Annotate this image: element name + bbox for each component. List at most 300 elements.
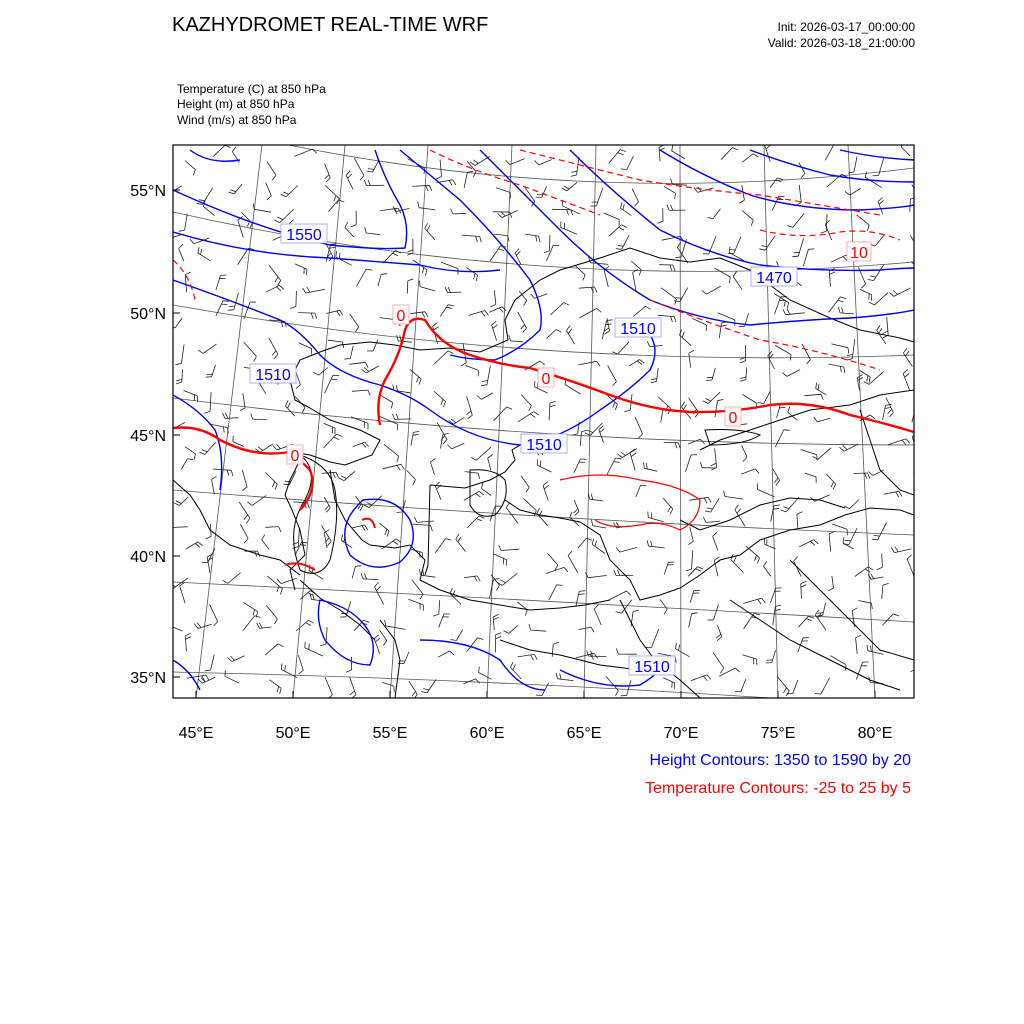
wind-barb-feather — [198, 679, 202, 683]
wind-barb-staff — [537, 465, 551, 472]
wind-barb-feather — [229, 306, 235, 307]
wind-barb-feather — [367, 171, 373, 172]
wind-barb-feather — [526, 488, 529, 493]
wind-barb-staff — [185, 447, 196, 454]
wind-barb-feather — [916, 270, 919, 275]
wind-barb-staff — [375, 587, 384, 605]
wind-barb-feather — [501, 212, 505, 216]
wind-barb-feather — [272, 175, 276, 180]
wind-barb-feather — [670, 265, 672, 271]
wind-barb-staff — [179, 249, 184, 261]
wind-barb-feather — [828, 588, 833, 591]
wind-barb-feather — [351, 225, 357, 227]
wind-barb-staff — [234, 293, 239, 310]
wind-barb-feather — [845, 191, 850, 195]
wind-barb-feather — [754, 613, 760, 614]
wind-barb-staff — [676, 649, 690, 657]
wind-barb-feather — [407, 250, 413, 252]
wind-barb-feather — [443, 439, 447, 444]
wind-barb-staff — [578, 361, 597, 365]
wind-barb-feather — [534, 412, 539, 416]
wind-barb-feather — [739, 326, 745, 327]
wind-barb-feather — [838, 300, 844, 302]
wind-barb-staff — [907, 559, 914, 577]
wind-barb-feather — [262, 535, 265, 540]
wind-barb-staff — [770, 178, 777, 188]
height-label-1510-central: 1510 — [526, 437, 562, 454]
wind-barb-feather — [615, 404, 617, 410]
wind-barb-staff — [832, 576, 834, 588]
lat-label-55: 55°N — [130, 183, 166, 200]
wind-barb-feather — [392, 414, 394, 420]
wind-barb-staff — [915, 295, 918, 313]
wind-barb-feather — [553, 642, 559, 644]
wind-barb-feather — [707, 217, 713, 219]
wind-barb-feather — [368, 390, 371, 395]
wind-barb-feather — [671, 316, 673, 322]
wind-barb-staff — [629, 360, 639, 366]
wind-barb-feather — [815, 610, 818, 615]
wind-barb-feather — [616, 612, 622, 614]
wind-barb-feather — [456, 534, 459, 539]
wind-barb-feather — [365, 573, 367, 579]
wind-barb-staff — [326, 244, 330, 261]
wind-barb-feather — [498, 213, 502, 217]
wind-barb-feather — [783, 507, 789, 509]
wind-barb-staff — [635, 417, 642, 434]
wind-barb-feather — [668, 507, 671, 512]
wind-barb-feather — [179, 230, 185, 231]
wind-barb-feather — [230, 190, 236, 192]
wind-barb-staff — [441, 262, 458, 269]
map-title: KAZHYDROMET REAL-TIME WRF — [172, 14, 489, 36]
wind-barb-staff — [546, 567, 564, 573]
wind-barb-staff — [412, 580, 423, 594]
wind-barb-staff — [210, 604, 218, 621]
wind-barb-feather — [377, 586, 381, 590]
wind-barb-feather — [869, 302, 874, 305]
wind-barb-staff — [857, 215, 870, 225]
wind-barb-staff — [379, 630, 386, 641]
wind-barb-feather — [782, 372, 787, 376]
wind-barb-staff — [266, 183, 272, 196]
wind-barb-feather — [678, 443, 680, 449]
wind-barb-staff — [821, 678, 830, 694]
wind-barb-feather — [431, 525, 433, 531]
wind-barb-staff — [262, 540, 269, 550]
wind-barb-staff — [832, 524, 847, 529]
wind-barb-staff — [454, 418, 465, 425]
wind-barb-staff — [296, 291, 297, 307]
wind-barb-staff — [773, 607, 776, 626]
wind-barb-feather — [605, 331, 610, 334]
wind-barb-feather — [167, 188, 172, 192]
wind-barb-staff — [346, 175, 353, 189]
wind-barb-staff — [706, 521, 720, 522]
wind-barb-feather — [280, 589, 282, 595]
wind-barb-feather — [480, 237, 482, 243]
wind-barb-feather — [740, 380, 746, 382]
height-label-1550: 1550 — [286, 227, 322, 244]
wind-barb-feather — [393, 253, 399, 256]
wind-barb-feather — [244, 515, 248, 520]
wind-barb-staff — [774, 294, 789, 303]
field-wind-label: Wind (m/s) at 850 hPa — [177, 113, 297, 127]
wind-barb-staff — [718, 313, 735, 320]
wind-barb-feather — [868, 473, 870, 479]
wind-barb-staff — [649, 546, 665, 548]
wind-barb-feather — [326, 178, 330, 182]
wind-barb-feather — [197, 203, 203, 204]
wind-barb-feather — [790, 355, 791, 361]
wind-barb-feather — [703, 517, 706, 522]
wind-barb-feather — [476, 519, 482, 521]
wind-barb-staff — [757, 489, 774, 497]
wind-barb-staff — [325, 375, 333, 393]
wind-barb-feather — [274, 354, 278, 359]
wind-barb-feather — [847, 359, 853, 360]
wind-barb-feather — [325, 175, 329, 179]
wind-barb-staff — [270, 680, 282, 689]
wind-barb-feather — [434, 327, 439, 331]
wind-barb-feather — [240, 408, 245, 411]
wind-barb-feather — [872, 539, 878, 540]
wind-barb-staff — [831, 255, 846, 262]
wind-barb-staff — [567, 182, 577, 191]
wind-barb-feather — [344, 358, 350, 359]
wind-barb-feather — [523, 328, 527, 333]
lon-label-70: 70°E — [663, 725, 699, 742]
wind-barb-feather — [365, 362, 368, 367]
wind-barb-feather — [397, 512, 403, 513]
wind-barb-staff — [801, 449, 817, 454]
wind-barb-feather — [616, 547, 620, 552]
wind-barb-feather — [888, 409, 892, 413]
wind-barb-staff — [633, 306, 645, 316]
wind-barb-feather — [204, 411, 210, 413]
wind-barb-feather — [492, 321, 497, 325]
wind-barb-feather — [918, 272, 921, 277]
wind-barb-staff — [244, 342, 257, 356]
wind-barb-feather — [614, 462, 620, 463]
wind-barb-staff — [664, 187, 675, 194]
wind-barb-feather — [721, 325, 727, 326]
wind-barb-feather — [801, 585, 807, 588]
wind-barb-staff — [487, 366, 490, 385]
wind-barb-staff — [873, 470, 884, 475]
wind-barb-feather — [499, 308, 503, 312]
wind-barb-staff — [441, 435, 443, 449]
wind-barb-staff — [440, 160, 441, 177]
wind-barb-staff — [488, 458, 491, 470]
wind-barb-feather — [777, 178, 783, 180]
wind-barb-feather — [194, 624, 198, 629]
wind-barb-staff — [659, 147, 660, 161]
wind-barb-staff — [711, 498, 720, 512]
wind-barb-feather — [341, 535, 342, 541]
wind-barb-feather — [733, 148, 739, 150]
wind-barb-feather — [815, 693, 821, 694]
wind-barb-staff — [786, 313, 805, 315]
wind-barb-feather — [290, 307, 296, 309]
wind-barb-staff — [831, 344, 848, 348]
wind-barb-feather — [448, 305, 454, 306]
wind-barb-feather — [296, 385, 301, 389]
wind-barb-feather — [597, 361, 600, 366]
wind-barb-feather — [540, 361, 545, 365]
wind-barb-staff — [205, 442, 216, 454]
wind-barb-staff — [875, 235, 884, 246]
wind-barb-staff — [786, 497, 799, 512]
wind-barb-feather — [315, 313, 317, 319]
wind-barb-feather — [473, 172, 476, 177]
wind-barb-staff — [914, 656, 915, 669]
wind-barb-staff — [431, 462, 435, 475]
wind-barb-staff — [801, 584, 802, 599]
wind-barb-feather — [393, 541, 398, 544]
wind-barb-staff — [658, 397, 670, 408]
wind-barb-staff — [772, 650, 776, 662]
wind-barb-staff — [734, 237, 741, 254]
wind-barb-staff — [663, 678, 675, 683]
wind-barb-staff — [579, 287, 595, 288]
wind-barb-feather — [922, 607, 928, 608]
wind-barb-feather — [476, 679, 480, 683]
wind-barb-feather — [311, 313, 313, 319]
wind-barb-feather — [307, 287, 310, 292]
wind-barb-staff — [775, 430, 784, 447]
wind-barb-feather — [755, 555, 757, 561]
wind-barb-feather — [612, 352, 618, 354]
wind-barb-feather — [871, 646, 872, 652]
wind-barb-staff — [352, 390, 368, 391]
height-label-1470: 1470 — [756, 270, 792, 287]
wind-barb-staff — [764, 566, 771, 576]
wind-barb-feather — [818, 384, 819, 390]
wind-barb-feather — [675, 257, 681, 258]
wind-barb-feather — [562, 188, 567, 191]
wind-barb-feather — [277, 579, 281, 584]
wind-barb-staff — [860, 371, 870, 378]
wind-barb-feather — [279, 285, 283, 289]
wind-barb-feather — [560, 673, 562, 679]
wind-barb-staff — [787, 370, 800, 377]
wind-barb-staff — [225, 418, 238, 419]
wind-barb-staff — [816, 389, 827, 395]
wind-barb-feather — [185, 272, 190, 275]
wind-barb-feather — [418, 202, 419, 208]
wind-barb-staff — [566, 331, 574, 345]
wind-barb-feather — [575, 512, 579, 516]
wind-barb-staff — [298, 655, 303, 670]
wind-barb-feather — [784, 688, 787, 693]
wind-barb-staff — [325, 185, 339, 198]
wind-barb-feather — [288, 403, 291, 408]
wind-barb-feather — [613, 382, 617, 387]
wind-barb-feather — [714, 557, 719, 560]
wind-barb-staff — [300, 591, 310, 600]
wind-barb-feather — [417, 377, 419, 383]
wind-barb-feather — [355, 327, 358, 332]
wind-barb-staff — [452, 443, 465, 449]
wind-barb-feather — [883, 583, 889, 585]
wind-barb-staff — [568, 556, 578, 573]
wind-barb-feather — [901, 142, 903, 148]
wind-barb-staff — [383, 251, 396, 264]
wind-barb-feather — [513, 665, 516, 670]
wind-barb-feather — [544, 251, 550, 253]
wind-barb-staff — [580, 432, 581, 446]
wind-barb-feather — [935, 490, 939, 495]
wind-barb-feather — [431, 459, 436, 463]
wind-barb-staff — [853, 473, 867, 474]
wind-barb-feather — [556, 330, 561, 333]
wind-barb-staff — [228, 573, 241, 584]
wind-barb-staff — [869, 371, 884, 384]
wind-barb-feather — [176, 501, 181, 504]
wind-barb-staff — [850, 500, 859, 509]
lon-label-75: 75°E — [760, 725, 796, 742]
wind-barb-feather — [223, 413, 226, 418]
wind-barb-feather — [568, 551, 572, 556]
wind-barb-feather — [899, 491, 902, 496]
wind-barb-staff — [689, 353, 691, 367]
wind-barb-feather — [273, 446, 277, 451]
wind-barb-staff — [713, 209, 721, 219]
wind-barb-feather — [794, 557, 798, 561]
wind-barb-staff — [817, 418, 830, 422]
wind-barb-staff — [354, 158, 364, 176]
wind-barb-feather — [675, 193, 676, 199]
wind-barb-feather — [447, 445, 451, 449]
wind-barb-feather — [515, 249, 519, 253]
wind-barb-feather — [198, 542, 203, 546]
wind-barb-feather — [621, 169, 627, 170]
wind-barb-staff — [860, 289, 872, 294]
wind-barb-staff — [799, 185, 801, 203]
wind-barb-staff — [883, 405, 886, 419]
wind-barb-feather — [918, 487, 922, 492]
wind-barb-staff — [852, 339, 855, 359]
wind-barb-feather — [874, 535, 880, 536]
lon-label-55: 55°E — [372, 725, 408, 742]
wind-barb-feather — [865, 473, 867, 479]
wind-barb-staff — [420, 287, 435, 291]
wind-barb-feather — [729, 277, 730, 283]
wind-barb-feather — [194, 454, 195, 460]
wind-barb-feather — [667, 205, 669, 211]
wind-barb-feather — [886, 404, 892, 405]
wind-barb-staff — [328, 340, 343, 342]
wind-barb-feather — [867, 225, 869, 231]
wind-barb-staff — [238, 248, 249, 264]
wind-barb-feather — [705, 399, 711, 402]
wind-barb-feather — [433, 323, 438, 327]
lon-ticks — [196, 691, 875, 698]
wind-barb-staff — [746, 368, 747, 380]
wind-barb-staff — [798, 616, 808, 627]
wind-barb-feather — [870, 415, 875, 419]
wind-barb-feather — [255, 616, 261, 618]
wind-barb-feather — [647, 341, 650, 346]
wind-barb-feather — [801, 581, 807, 583]
wind-barb-feather — [277, 686, 279, 692]
wind-barb-feather — [688, 541, 693, 544]
wind-barb-feather — [758, 599, 762, 604]
wind-barb-feather — [281, 664, 282, 670]
wind-barb-staff — [721, 148, 733, 160]
wind-barb-feather — [906, 439, 910, 444]
wind-barb-feather — [625, 410, 631, 412]
wind-barb-staff — [298, 528, 299, 547]
wind-barb-staff — [490, 246, 500, 261]
wind-barb-feather — [670, 509, 673, 514]
wind-barb-staff — [574, 459, 580, 473]
wind-barb-feather — [537, 508, 540, 513]
wind-barb-staff — [216, 275, 221, 290]
wind-barb-feather — [350, 691, 355, 695]
wind-barb-feather — [320, 644, 326, 646]
wind-barb-staff — [382, 682, 394, 686]
wind-barb-feather — [364, 180, 366, 186]
wind-barb-staff — [713, 536, 718, 550]
wind-barb-feather — [787, 309, 790, 314]
wind-barb-feather — [907, 555, 911, 559]
wind-barb-staff — [719, 323, 721, 338]
wind-barb-feather — [374, 635, 379, 639]
wind-barb-staff — [496, 188, 510, 193]
wind-barb-feather — [703, 401, 708, 404]
wind-barb-staff — [744, 613, 754, 629]
wind-barb-feather — [451, 640, 457, 641]
temp-label-0-c: 0 — [541, 371, 551, 388]
wind-barb-feather — [193, 170, 195, 176]
wind-barb-staff — [849, 528, 857, 545]
wind-barb-feather — [333, 473, 336, 478]
wind-barb-feather — [199, 452, 205, 454]
wind-barb-feather — [720, 668, 723, 673]
wind-barb-feather — [711, 463, 716, 466]
wind-barb-staff — [395, 419, 412, 420]
wind-barb-feather — [426, 186, 429, 192]
wind-barb-staff — [596, 188, 603, 206]
wind-barb-staff — [743, 394, 758, 403]
lon-label-50: 50°E — [275, 725, 311, 742]
wind-barb-staff — [169, 527, 188, 528]
wind-barb-feather — [618, 454, 623, 458]
valid-time: Valid: 2026-03-18_21:00:00 — [767, 36, 915, 50]
wind-barb-feather — [396, 414, 398, 420]
wind-barb-staff — [620, 547, 637, 552]
wind-barb-staff — [805, 473, 816, 477]
wind-barb-feather — [179, 244, 183, 248]
wind-barb-staff — [689, 398, 699, 413]
wind-barb-feather — [228, 192, 234, 194]
wind-barb-feather — [362, 526, 365, 531]
wind-barb-staff — [592, 544, 605, 553]
wind-barb-feather — [381, 274, 387, 275]
wind-barb-staff — [462, 235, 480, 236]
wind-barb-feather — [524, 301, 527, 306]
wind-barb-staff — [185, 214, 188, 230]
wind-barb-feather — [436, 177, 441, 180]
wind-barb-feather — [339, 253, 340, 259]
wind-barb-feather — [274, 619, 277, 624]
wind-barb-feather — [595, 541, 597, 547]
wind-barb-feather — [737, 509, 741, 514]
wind-barb-staff — [351, 417, 368, 424]
wind-barb-feather — [735, 668, 739, 672]
